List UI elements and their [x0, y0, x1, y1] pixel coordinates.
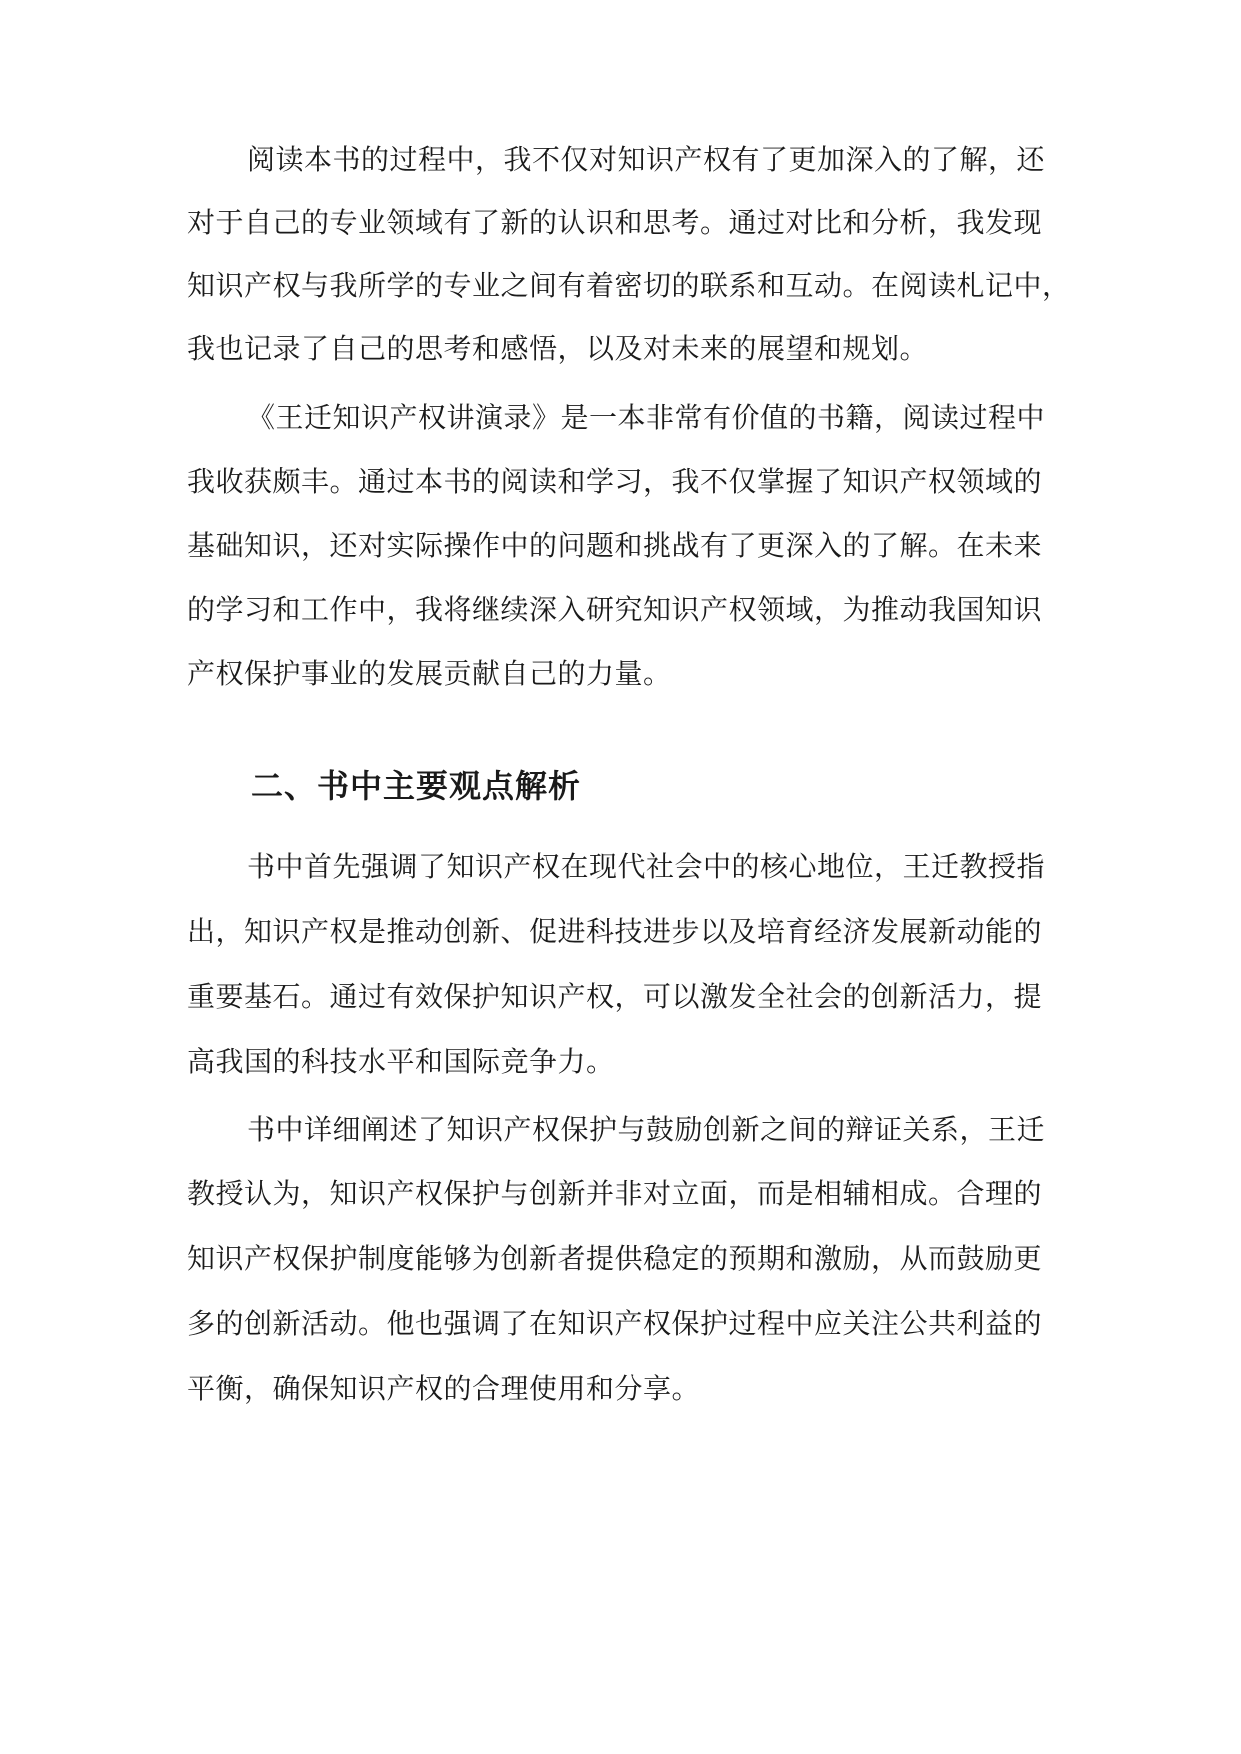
paragraph-line: 我也记录了自己的思考和感悟，以及对未来的展望和规划。 [187, 332, 929, 365]
paragraph-line: 重要基石。通过有效保护知识产权，可以激发全社会的创新活力，提 [187, 980, 1043, 1013]
paragraph-line: 教授认为，知识产权保护与创新并非对立面，而是相辅相成。合理的 [187, 1177, 1043, 1210]
paragraph-line: 《王迁知识产权讲演录》是一本非常有价值的书籍，阅读过程中 [247, 401, 1046, 434]
paragraph-line: 我收获颇丰。通过本书的阅读和学习，我不仅掌握了知识产权领域的 [187, 465, 1043, 498]
paragraph-line: 高我国的科技水平和国际竞争力。 [187, 1045, 615, 1078]
paragraph-line: 知识产权保护制度能够为创新者提供稳定的预期和激励，从而鼓励更 [187, 1242, 1043, 1275]
paragraph-line: 产权保护事业的发展贡献自己的力量。 [187, 657, 672, 690]
paragraph-line: 书中首先强调了知识产权在现代社会中的核心地位，王迁教授指 [247, 850, 1046, 883]
paragraph-line: 出，知识产权是推动创新、促进科技进步以及培育经济发展新动能的 [187, 915, 1043, 948]
paragraph-line: 的学习和工作中，我将继续深入研究知识产权领域，为推动我国知识 [187, 593, 1043, 626]
paragraph-line: 基础知识，还对实际操作中的问题和挑战有了更深入的了解。在未来 [187, 529, 1043, 562]
paragraph-line: 对于自己的专业领域有了新的认识和思考。通过对比和分析，我发现 [187, 206, 1043, 239]
section-heading: 二、书中主要观点解析 [251, 767, 582, 805]
paragraph-line: 多的创新活动。他也强调了在知识产权保护过程中应关注公共利益的 [187, 1307, 1043, 1340]
paragraph-line: 阅读本书的过程中，我不仅对知识产权有了更加深入的了解，还 [247, 143, 1046, 176]
paragraph-line: 书中详细阐述了知识产权保护与鼓励创新之间的辩证关系，王迁 [247, 1113, 1046, 1146]
paragraph-line: 知识产权与我所学的专业之间有着密切的联系和互动。在阅读札记中， [187, 269, 1071, 302]
paragraph-line: 平衡，确保知识产权的合理使用和分享。 [187, 1372, 701, 1405]
